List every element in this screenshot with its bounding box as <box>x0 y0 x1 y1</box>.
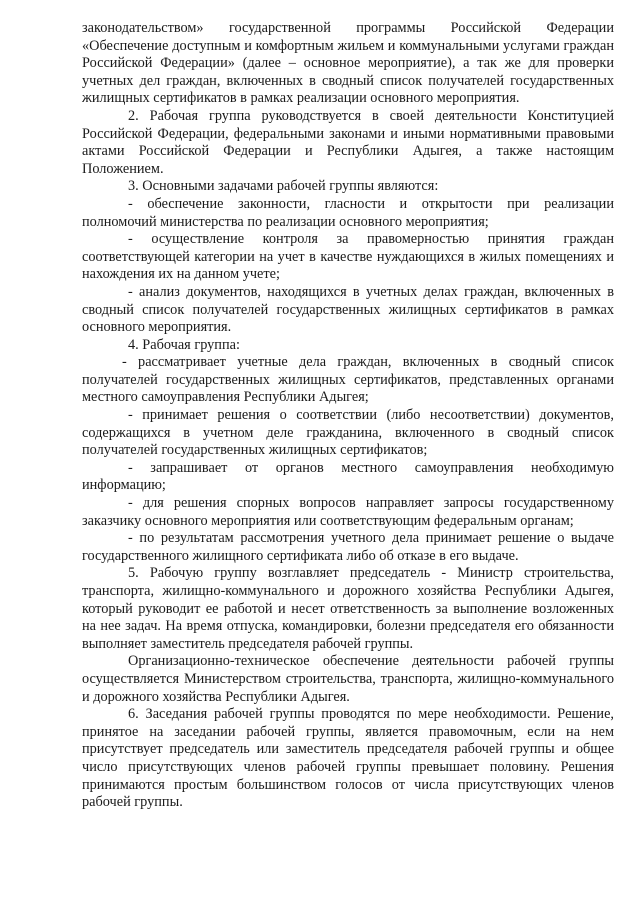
list-item-control: - осуществление контроля за правомерностью принятия граждан соответствующей категории на учет в качестве нуждающихся в жилых помещениях и нахождения их на данном учете; <box>82 231 614 283</box>
paragraph-4-heading: 4. Рабочая группа: <box>128 336 240 353</box>
paragraph-3-tasks-heading: 3. Основными задачами рабочей группы являются: <box>128 178 439 195</box>
list-item-disputes: - для решения спорных вопросов направляет запросы государственному заказчику основного мероприятия или соответствующим федеральным органам; <box>82 495 614 529</box>
paragraph-5-chair: 5. Рабочую группу возглавляет председатель - Министр строительства, транспорта, жилищно-коммунального и дорожного хозяйства Республики Адыгея, который руководит ее работой и несет ответственность за выполнение возложенных на нее задач. На время отпуска, командировки, болезни председателя его обязанности выполняет заместитель председателя рабочей группы. <box>82 565 614 652</box>
list-item-certificate-decision: - по результатам рассмотрения учетного дела принимает решение о выдаче государственного жилищного сертификата либо об отказе в его выдаче. <box>82 530 614 564</box>
list-item-requests-info: - запрашивает от органов местного самоуправления необходимую информацию; <box>82 459 614 494</box>
list-item-decisions: - принимает решения о соответствии (либо несоответствии) документов, содержащихся в учетном деле гражданина, включенного в сводный список получателей государственных жилищных сертификатов; <box>82 407 614 459</box>
document-page <box>82 20 614 812</box>
paragraph-6-meetings: 6. Заседания рабочей группы проводятся по мере необходимости. Решение, принятое на заседании рабочей группы, является правомочным, если на нем присутствует председатель или заместитель председателя рабочей группы и общее число присутствующих членов рабочей группы превышает половину. Решения принимаются простым большинством голосов от числа присутствующих членов рабочей группы. <box>82 706 614 811</box>
list-item-analysis: - анализ документов, находящихся в учетных делах граждан, включенных в сводный список получателей государственных жилищных сертификатов в рамках основного мероприятия. <box>82 283 614 336</box>
paragraph-org-support: Организационно-техническое обеспечение деятельности рабочей группы осуществляется Министерством строительства, транспорта, жилищно-коммунального и дорожного хозяйства Республики Адыгея. <box>82 653 614 705</box>
list-item-reviews-files: - рассматривает учетные дела граждан, включенных в сводный список получателей государственных жилищных сертификатов, представленных органами местного самоуправления Республики Адыгея; <box>82 354 614 406</box>
paragraph-2-guidance: 2. Рабочая группа руководствуется в своей деятельности Конституцией Российской Федерации, федеральными законами и иными нормативными правовыми актами Российской Федерации и Республики Адыгея, а также настоящим Положением. <box>82 107 614 177</box>
list-item-legality: - обеспечение законности, гласности и открытости при реализации полномочий министерства по реализации основного мероприятия; <box>82 195 614 230</box>
paragraph-intro-continuation: законодательством» государственной программы Российской Федерации «Обеспечение доступным и комфортным жильем и коммунальными услугами граждан Российской Федерации» (далее – основное мероприятие), а так же для проверки учетных дел граждан, включенных в сводный список получателей государственных жилищных сертификатов в рамках реализации основного мероприятия. <box>82 20 614 107</box>
